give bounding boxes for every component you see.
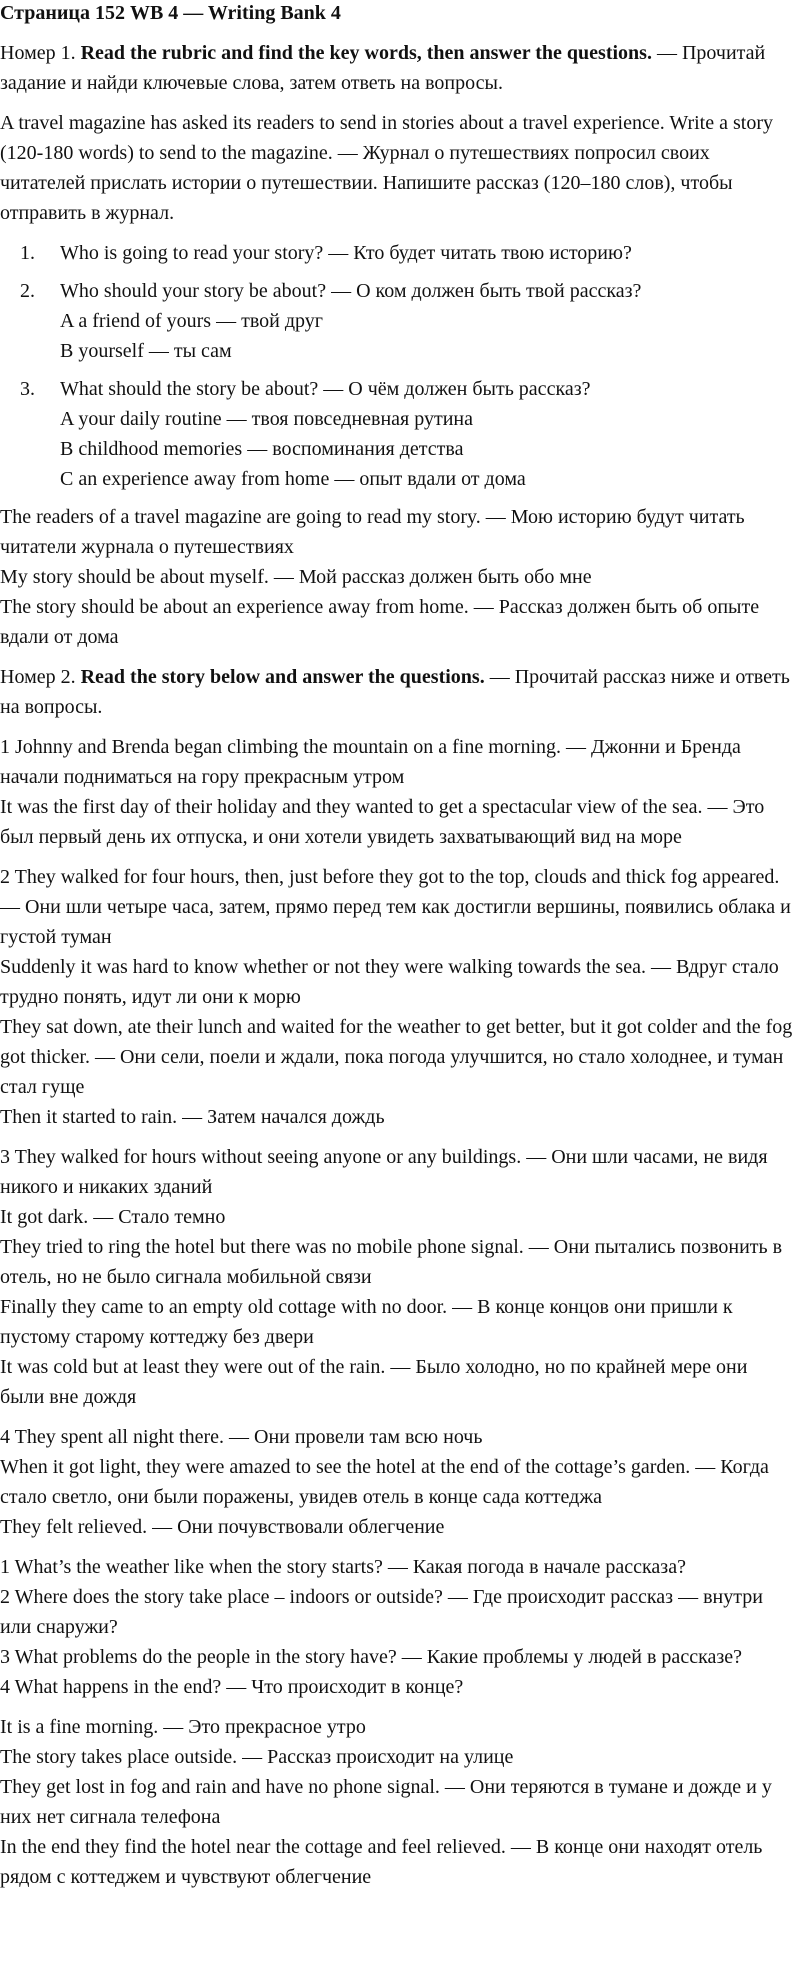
task2-questions bbox=[0, 1552, 796, 1702]
story-line: They tried to ring the hotel but there was no mobile phone signal. — Они пытались позвонить в отель, но не было сигнала мобильной связи bbox=[0, 1236, 783, 1288]
question-option: B yourself — ты сам bbox=[60, 340, 232, 362]
story-line: 4 They spent all night there. — Они провели там всю ночь bbox=[0, 1426, 483, 1448]
story-line: They felt relieved. — Они почувствовали облегчение bbox=[0, 1516, 445, 1538]
story-line: Finally they came to an empty old cottage with no door. — В конце концов они пришли к пустому старому коттеджу без двери bbox=[0, 1296, 733, 1348]
question-number: 1. bbox=[20, 242, 35, 264]
answer-line: The readers of a travel magazine are going to read my story. — Мою историю будут читать читатели журнала о путешествиях bbox=[0, 506, 745, 558]
story-line: It was cold but at least they were out of the rain. — Было холодно, но по крайней мере они были вне дождя bbox=[0, 1356, 748, 1408]
task1-answers bbox=[0, 502, 796, 652]
answer-line: They get lost in fog and rain and have no phone signal. — Они теряются в тумане и дожде и у них нет сигнала телефона bbox=[0, 1776, 772, 1828]
page-title: Страница 152 WB 4 — Writing Bank 4 bbox=[0, 2, 341, 24]
answer-line: The story takes place outside. — Рассказ происходит на улице bbox=[0, 1746, 514, 1768]
question-number: 2. bbox=[20, 280, 35, 302]
answer-line: It is a fine morning. — Это прекрасное утро bbox=[0, 1716, 366, 1738]
story-paragraph-3 bbox=[0, 1142, 796, 1412]
task1-question bbox=[0, 374, 796, 494]
question-line: 2 Where does the story take place – indoors or outside? — Где происходит рассказ — внутри или снаружи? bbox=[0, 1586, 763, 1638]
question-line: 3 What problems do the people in the story have? — Какие проблемы у людей в рассказе? bbox=[0, 1646, 743, 1668]
task2-instruction-en: Read the story below and answer the questions. bbox=[80, 666, 485, 688]
question-text: Who is going to read your story? — Кто будет читать твою историю? bbox=[60, 242, 632, 264]
story-line: Then it started to rain. — Затем начался дождь bbox=[0, 1106, 385, 1128]
question-option: A a friend of yours — твой друг bbox=[60, 310, 323, 332]
answer-line: My story should be about myself. — Мой рассказ должен быть обо мне bbox=[0, 566, 592, 588]
task1-question bbox=[0, 238, 796, 268]
story-paragraph-4 bbox=[0, 1422, 796, 1542]
task1-rubric: A travel magazine has asked its readers to send in stories about a travel experience. Write a story (120-180 words) to send to the magazine. — Журнал о путешествиях попросил своих читателей прислать истории о путешествии. Напишите рассказ (120–180 слов), чтобы отправить в журнал. bbox=[0, 112, 773, 224]
question-text: Who should your story be about? — О ком должен быть твой рассказ? bbox=[60, 280, 642, 302]
task2-answers bbox=[0, 1712, 796, 1892]
question-number: 3. bbox=[20, 378, 35, 400]
question-option: B childhood memories — воспоминания детства bbox=[60, 438, 464, 460]
task1-instruction-ru: — Прочитай задание и найди ключевые слова, затем ответь на вопросы. bbox=[0, 42, 766, 94]
task2-number: Номер 2. bbox=[0, 666, 76, 688]
story-line: 1 Johnny and Brenda began climbing the mountain on a fine morning. — Джонни и Бренда начали подниматься на гору прекрасным утром bbox=[0, 736, 741, 788]
story-line: 2 They walked for four hours, then, just before they got to the top, clouds and thick fog appeared. — Они шли четыре часа, затем, прямо перед тем как достигли вершины, появились облака и густой туман bbox=[0, 866, 791, 948]
question-line: 4 What happens in the end? — Что происходит в конце? bbox=[0, 1676, 464, 1698]
story-paragraph-1 bbox=[0, 732, 796, 852]
story-line: It got dark. — Стало темно bbox=[0, 1206, 226, 1228]
task1-number: Номер 1. bbox=[0, 42, 76, 64]
question-text: What should the story be about? — О чём должен быть рассказ? bbox=[60, 378, 591, 400]
story-paragraph-2 bbox=[0, 862, 796, 1132]
task1-question bbox=[0, 276, 796, 366]
story-line: They sat down, ate their lunch and waited for the weather to get better, but it got colder and the fog got thicker. — Они сели, поели и ждали, пока погода улучшится, но стало холоднее, и туман стал гуще bbox=[0, 1016, 793, 1098]
task2-instruction-ru: — Прочитай рассказ ниже и ответь на вопросы. bbox=[0, 666, 790, 718]
task1-question-list bbox=[0, 238, 796, 494]
story-line: Suddenly it was hard to know whether or not they were walking towards the sea. — Вдруг стало трудно понять, идут ли они к морю bbox=[0, 956, 779, 1008]
task2-heading bbox=[0, 662, 796, 722]
task1-heading bbox=[0, 38, 796, 98]
answer-line: In the end they find the hotel near the cottage and feel relieved. — В конце они находят отель рядом с коттеджем и чувствуют облегчение bbox=[0, 1836, 763, 1888]
task1-instruction-en: Read the rubric and find the key words, then answer the questions. bbox=[80, 42, 652, 64]
question-option: C an experience away from home — опыт вдали от дома bbox=[60, 468, 526, 490]
question-line: 1 What’s the weather like when the story starts? — Какая погода в начале рассказа? bbox=[0, 1556, 686, 1578]
story-line: When it got light, they were amazed to see the hotel at the end of the cottage’s garden. — Когда стало светло, они были поражены, увидев отель в конце сада коттеджа bbox=[0, 1456, 769, 1508]
answer-line: The story should be about an experience away from home. — Рассказ должен быть об опыте вдали от дома bbox=[0, 596, 760, 648]
story-line: It was the first day of their holiday and they wanted to get a spectacular view of the sea. — Это был первый день их отпуска, и они хотели увидеть захватывающий вид на море bbox=[0, 796, 765, 848]
story-line: 3 They walked for hours without seeing anyone or any buildings. — Они шли часами, не видя никого и никаких зданий bbox=[0, 1146, 768, 1198]
question-option: A your daily routine — твоя повседневная рутина bbox=[60, 408, 474, 430]
